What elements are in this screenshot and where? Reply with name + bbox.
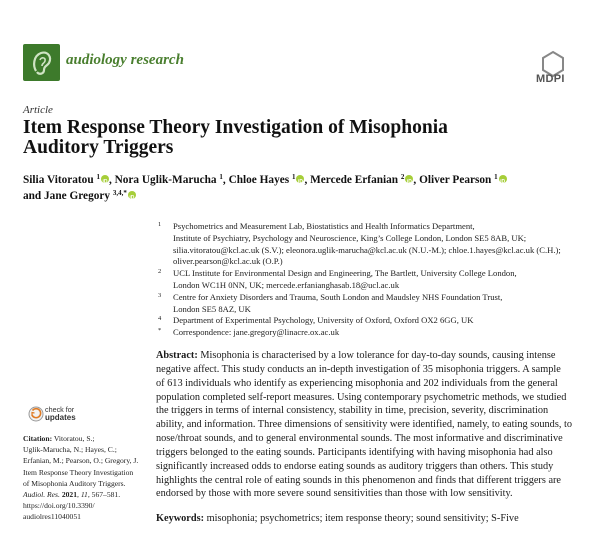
updates-line: updates bbox=[45, 413, 76, 422]
abstract-text: endorsed by those with more severe sound sensitivities than those with low sensitivity. bbox=[156, 488, 513, 500]
abstract-text: highlights the central role of eating sounds in this phenomenon and finds that different triggers are bbox=[156, 474, 562, 486]
affiliation-line: UCL Institute for Environmental Design and Engineering, The Bartlett, University College London, bbox=[173, 268, 517, 279]
affiliation-number: 2 bbox=[158, 268, 162, 276]
citation-block: Citation: Vitoratou, S.; Uglik-Marucha, N.; Hayes, C.; Erfanian, M.; Pearson, O.; Gregory, J. Item Response Theory Investigation of Misophonia Auditory Triggers. Audiol. Res. 2021, 11, 567–581. https://doi.org/10.3390/ audiolres11040051 bbox=[23, 433, 153, 523]
publisher-name: MDPI bbox=[536, 73, 565, 85]
journal-logo bbox=[23, 44, 60, 81]
author-name: Mercede Erfanian bbox=[310, 174, 399, 186]
citation-journal: Audiol. Res. bbox=[23, 490, 60, 500]
abstract-text: nose/throat sounds, and to general environmental sounds. The most informative and discriminative bbox=[156, 433, 563, 445]
citation-volume: 11 bbox=[80, 490, 88, 500]
authors: Silia Vitoratou $^1$iD , Nora Uglik-Marucha $^1$, Chloe Hayes $^1$iD , Mercede Erfanian $^2$iD , Oliver Pearson $^1$iD and Jane Gregory $^{3,4,*}$iD bbox=[23, 172, 583, 204]
affiliation-email-line[interactable]: London WC1H 0NN, UK; mercede.erfanianghasab.18@ucl.ac.uk bbox=[173, 279, 400, 290]
citation-text: Item Response Theory Investigation bbox=[23, 467, 134, 477]
abstract-text: negative affect. This study conducts an in-depth investigation of 35 misophonia triggers. A sample bbox=[156, 363, 561, 375]
affiliation-email-line[interactable]: oliver.pearson@kcl.ac.uk (O.P.) bbox=[173, 256, 283, 267]
author-name: Chloe Hayes bbox=[228, 174, 290, 186]
author-name: Silia Vitoratou bbox=[23, 174, 94, 186]
correspondence-line[interactable]: Correspondence: jane.gregory@linacre.ox.ac.uk bbox=[173, 327, 340, 338]
citation-year: 2021 bbox=[61, 490, 78, 500]
journal-name: audiology research bbox=[66, 52, 184, 68]
abstract-text: the triggers in terms of internal consistency, stability in time, precision, severity, discrimination bbox=[156, 405, 549, 417]
author-affil-sup: 1 bbox=[219, 173, 223, 181]
correspondence-item bbox=[156, 327, 586, 339]
author-affil-sup: 2 bbox=[400, 173, 405, 181]
keywords bbox=[156, 513, 519, 524]
title-line: Auditory Triggers bbox=[23, 137, 174, 158]
affiliation-number: 3 bbox=[158, 291, 162, 299]
author-affil-sup: 1 bbox=[291, 173, 296, 181]
title-line: Item Response Theory Investigation of Misophonia bbox=[23, 117, 448, 138]
keywords-label: Keywords: bbox=[156, 513, 205, 524]
citation-text: of Misophonia Auditory Triggers. bbox=[23, 478, 126, 488]
citation-doi-link[interactable]: https://doi.org/10.3390/ bbox=[23, 501, 95, 511]
affiliation-item bbox=[156, 221, 586, 268]
orcid-icon[interactable] bbox=[101, 175, 109, 183]
author-affil-sup: 1 bbox=[494, 173, 498, 181]
orcid-icon[interactable] bbox=[296, 175, 304, 183]
affiliation-line: London SE5 8AZ, UK bbox=[173, 303, 251, 314]
affiliation-line: Psychometrics and Measurement Lab, Biostatistics and Health Informatics Department, bbox=[173, 221, 475, 231]
abstract bbox=[156, 349, 586, 501]
abstract-text: triggers belonged to the eating sounds. Participants identifying with having misophonia had also bbox=[156, 446, 553, 458]
orcid-icon[interactable] bbox=[128, 191, 136, 199]
abstract-text: Misophonia is characterised by a low tolerance for day-to-day sounds, causing intense bbox=[197, 350, 556, 361]
abstract-text: significantly increased odds to endorse eating sounds as auditory triggers than others. This study bbox=[156, 460, 554, 472]
author-name: Oliver Pearson bbox=[419, 174, 492, 186]
author-affil-sup: 3,4,* bbox=[112, 189, 127, 197]
updates-line: check for bbox=[45, 405, 75, 414]
article-type: Article bbox=[23, 104, 53, 116]
citation-text: Uglik-Marucha, N.; Hayes, C.; bbox=[23, 445, 117, 455]
orcid-icon[interactable] bbox=[405, 175, 413, 183]
affiliation-email-line[interactable]: silia.vitoratou@kcl.ac.uk (S.V.); eleonora.uglik-marucha@kcl.ac.uk (N.U.-M.); chloe.1.hayes@kcl.ac.uk (C.H.); bbox=[173, 244, 561, 255]
article-title bbox=[23, 118, 583, 158]
affiliation-item bbox=[156, 268, 586, 292]
check-for-updates-icon[interactable] bbox=[28, 406, 44, 422]
keywords-text: misophonia; psychometrics; item response theory; sound sensitivity; S-Five bbox=[204, 513, 519, 524]
check-for-updates[interactable] bbox=[45, 406, 76, 422]
orcid-icon[interactable] bbox=[499, 175, 507, 183]
affiliation-line: Department of Experimental Psychology, University of Oxford, Oxford OX2 6GG, UK bbox=[173, 315, 474, 326]
abstract-text: population completed self-report measures. Using contemporary psychometric methods, we studied bbox=[156, 391, 567, 403]
affiliation-item bbox=[156, 292, 586, 316]
citation-pages: , 567–581. bbox=[87, 490, 121, 500]
citation-text: Erfanian, M.; Pearson, O.; Gregory, J. bbox=[23, 456, 139, 466]
citation-text: Vitoratou, S.; bbox=[52, 434, 95, 443]
citation-doi-link[interactable]: audiolres11040051 bbox=[23, 512, 81, 522]
affiliation-number: 1 bbox=[158, 221, 162, 228]
affiliation-line: Centre for Anxiety Disorders and Trauma, South London and Maudsley NHS Foundation Trust, bbox=[173, 291, 503, 302]
abstract-text: ability, and information. Three dimensions of sensitivity were identified, namely, to eating sounds, to bbox=[156, 419, 572, 431]
abstract-label: Abstract: bbox=[156, 350, 198, 361]
citation-label: Citation: bbox=[23, 434, 53, 443]
abstract-text: of 613 individuals who identify as experiencing misophonia and 202 individuals from the general bbox=[156, 377, 558, 389]
author-name: Nora Uglik-Marucha bbox=[114, 174, 217, 186]
affiliation-line: Institute of Psychiatry, Psychology and Neuroscience, King’s College London, London SE5 8AB, UK; bbox=[173, 232, 527, 243]
affiliation-number: * bbox=[158, 327, 162, 335]
affiliation-number: 4 bbox=[158, 315, 162, 323]
affiliation-item bbox=[156, 315, 586, 327]
ear-icon bbox=[23, 44, 60, 81]
affiliations bbox=[156, 221, 586, 339]
author-name: and Jane Gregory bbox=[23, 190, 111, 202]
author-affil-sup: 1 bbox=[96, 173, 100, 181]
